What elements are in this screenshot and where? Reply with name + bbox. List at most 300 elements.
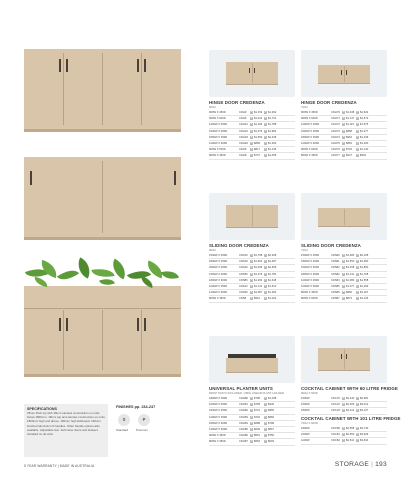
standard-price-cell [250, 403, 264, 406]
standard-price: $868 [346, 129, 352, 133]
size-cell: 1500W X 450D [209, 254, 228, 258]
premium-badge-icon: P [356, 123, 359, 126]
premium-price-cell [264, 291, 276, 294]
standard-badge-icon: S [342, 291, 345, 294]
size-cell: 1800W X 600D [209, 278, 228, 282]
premium-price-cell [264, 279, 276, 282]
standard-badge-icon: S [250, 440, 253, 443]
standard-price: $1,550 [346, 260, 355, 264]
code-cell: CDH71 [331, 117, 340, 121]
specifications-heading: SPECIFICATIONS [27, 407, 57, 411]
standard-badge-icon: S [342, 284, 345, 287]
premium-price: $1,984 [268, 129, 277, 133]
size-cell: 900W X 600D [301, 117, 318, 121]
premium-price: $3,012 [360, 403, 369, 407]
size-cell: 1200W X 600D [209, 142, 228, 146]
premium-badge-icon: P [264, 148, 267, 151]
hinge-900h-price-table [209, 110, 295, 160]
size-cell: 800W X 450D [209, 440, 226, 444]
standard-price: $2,562 [346, 433, 355, 437]
premium-price-cell [264, 136, 276, 139]
standard-price: $1,077 [346, 285, 355, 289]
premium-badge-icon: P [356, 148, 359, 151]
premium-price-cell [356, 117, 368, 120]
code-cell: CDS83 [331, 272, 340, 276]
size-cell: 900W X 450D [301, 111, 318, 115]
cocktail-101-price-table [301, 426, 387, 445]
standard-badge-icon: S [342, 148, 345, 151]
standard-price-cell [250, 397, 264, 400]
standard-price: $1,480 [346, 254, 355, 258]
footer-warranty: 5 YEAR WARRANTY | MADE IN AUSTRALIA [24, 464, 95, 468]
premium-badge-icon: P [264, 284, 267, 287]
code-cell: CDH86 [239, 434, 248, 438]
premium-price-cell [356, 123, 368, 126]
premium-price-cell [356, 279, 368, 282]
standard-price-cell [250, 154, 264, 157]
premium-badge-icon: P [356, 433, 359, 436]
premium-badge-icon: P [264, 266, 267, 269]
standard-finish-label: Standard [116, 428, 129, 432]
premium-price: $2,435 [268, 135, 277, 139]
premium-price: $1,788 [268, 123, 277, 127]
standard-price-cell [342, 123, 356, 126]
hinge-credenza-photo [24, 49, 181, 132]
code-cell: CDS86 [239, 278, 248, 282]
size-cell: 1200W X 600D [301, 142, 320, 146]
specifications-text: 25mm thick top with 18mm carcass construction on units below 1800mm. 18mm top and carcass construction on units 1800mm high and above. 160mm high kickboard. 160mm brushed aluminium D handles. Other handle options also available. Adjustable feet. Soft close doors and drawers standard on all units. [27, 411, 105, 437]
cocktail-101-title: COCKTAIL CABINET WITH 101 LITRE FRIDGE [301, 416, 401, 421]
standard-price: $649 [254, 428, 260, 432]
code-cell: CDS84 [331, 278, 340, 282]
standard-badge-icon: S [250, 129, 253, 132]
code-cell: CDH76 [331, 148, 340, 152]
standard-badge-icon: S [250, 272, 253, 275]
standard-badge-icon: S [250, 148, 253, 151]
sliding-credenza-photo [24, 157, 181, 240]
standard-price-cell [250, 434, 264, 437]
standard-badge-icon: S [342, 123, 345, 126]
code-cell: CDH73 [331, 129, 340, 133]
premium-price: $1,558 [360, 278, 369, 282]
standard-badge-icon: S [250, 284, 253, 287]
standard-price-cell [342, 397, 356, 400]
standard-badge-icon: S [342, 253, 345, 256]
table-row [209, 439, 295, 445]
standard-price: $1,131 [346, 272, 355, 276]
standard-badge-icon: S [342, 403, 345, 406]
standard-price: $2,541 [346, 439, 355, 443]
standard-badge-icon: S [342, 297, 345, 300]
size-cell: 800W X 450D [301, 154, 318, 158]
standard-price-cell [250, 254, 264, 257]
code-cell: CDS12 [239, 285, 248, 289]
premium-price-cell [264, 266, 276, 269]
premium-price: $1,960 [360, 260, 369, 264]
standard-price: $2,568 [346, 427, 355, 431]
premium-price-cell [264, 428, 276, 431]
size-cell: 1800W X 450D [209, 260, 228, 264]
standard-badge-icon: S [342, 117, 345, 120]
standard-price: $2,414 [346, 409, 355, 413]
standard-price-cell [250, 416, 264, 419]
standard-price: $874 [346, 297, 352, 301]
cocktail-101-subtitle: 720H X 600D [301, 421, 318, 425]
size-cell: 1500W X 450D [209, 409, 228, 413]
cocktail-60-subtitle: 900H X 600D [301, 391, 318, 395]
premium-price-cell [356, 433, 368, 436]
code-cell: CDH26 [239, 142, 248, 146]
premium-badge-icon: P [264, 272, 267, 275]
standard-badge-icon: S [342, 154, 345, 157]
standard-price-cell [342, 266, 356, 269]
code-cell: CDH82 [239, 409, 248, 413]
standard-price-cell [342, 260, 356, 263]
code-cell: CDH87 [239, 440, 248, 444]
code-cell: CDS56 [239, 272, 248, 276]
premium-price: $603 [268, 440, 274, 444]
standard-price-cell [342, 403, 356, 406]
premium-price: $1,135 [268, 148, 277, 152]
premium-badge-icon: P [264, 260, 267, 263]
standard-price: $2,306 [346, 403, 355, 407]
code-cell: CDH9 [239, 111, 247, 115]
standard-badge-icon: S [342, 439, 345, 442]
premium-price: $1,701 [268, 117, 277, 121]
standard-price: $964 [346, 135, 352, 139]
size-cell: 1800W X 450D [209, 397, 228, 401]
premium-price: $3,929 [360, 433, 369, 437]
premium-price: $1,038 [268, 397, 277, 401]
footer-page-number: 193 [375, 461, 387, 468]
footer-section: STORAGE [334, 461, 370, 468]
size-cell: 1500W [301, 433, 310, 437]
hinge-900h-subtitle: 900H [209, 105, 216, 109]
premium-price-cell [356, 136, 368, 139]
standard-price: $702 [254, 415, 260, 419]
standard-badge-icon: S [342, 278, 345, 281]
standard-price-cell [342, 285, 356, 288]
standard-price: $1,552 [254, 135, 263, 139]
standard-price-cell [342, 433, 356, 436]
code-cell: CDH84 [239, 421, 248, 425]
code-cell: CDH18 [239, 135, 248, 139]
code-cell: CDH85 [239, 428, 248, 432]
hinge-900h-title: HINGE DOOR CREDENZA [209, 100, 265, 105]
standard-price-cell [250, 130, 264, 133]
size-cell: 900W X 600D [301, 148, 318, 152]
code-cell: CDH12 [239, 123, 248, 127]
standard-badge-icon: S [250, 434, 253, 437]
size-cell: 1800W X 450D [301, 135, 320, 139]
premium-price-cell [356, 130, 368, 133]
code-cell: CDC81 [331, 433, 340, 437]
premium-price: $1,126 [360, 297, 369, 301]
standard-price: $647 [346, 154, 352, 158]
premium-badge-icon: P [356, 409, 359, 412]
code-cell: CDC82 [331, 439, 340, 443]
standard-price-cell [250, 111, 264, 114]
standard-price-cell [250, 266, 264, 269]
standard-badge-icon: S [342, 272, 345, 275]
sliding-720h-subtitle: 720H [301, 248, 308, 252]
premium-price: $867 [268, 428, 274, 432]
specifications-box [24, 404, 108, 457]
planter-subtitle: DROP TRAYS INCLUDED / 280H LINEAR PLANT HOLDER [209, 391, 285, 395]
standard-badge-icon: S [250, 415, 253, 418]
size-cell: 800W X 600D [301, 297, 318, 301]
premium-badge-icon: P [356, 135, 359, 138]
standard-badge-icon: S [342, 110, 345, 113]
standard-price: $1,936 [254, 266, 263, 270]
premium-price-cell [356, 297, 368, 300]
premium-price-cell [356, 111, 368, 114]
premium-price-cell [264, 416, 276, 419]
premium-badge-icon: P [264, 123, 267, 126]
hinge-900h-thumbnail [209, 50, 295, 97]
standard-price: $1,284 [254, 278, 263, 282]
planter-unit-photo [24, 286, 181, 377]
size-cell: 1800W X 450D [301, 260, 320, 264]
premium-price-cell [264, 409, 276, 412]
standard-badge-icon: S [250, 427, 253, 430]
standard-price: $866 [346, 291, 352, 295]
code-cell: CDC80 [331, 427, 340, 431]
premium-price-cell [264, 111, 276, 114]
cocktail-60-title: COCKTAIL CABINET WITH 60 LITRE FRIDGE [301, 386, 398, 391]
table-row [301, 296, 387, 302]
standard-badge-icon: S [250, 278, 253, 281]
standard-price: $1,087 [254, 291, 263, 295]
standard-badge-icon: S [250, 297, 253, 300]
premium-price-cell [356, 260, 368, 263]
size-cell: 900W X 450D [209, 111, 226, 115]
premium-price: $1,512 [268, 285, 277, 289]
standard-price: $1,902 [254, 260, 263, 264]
planter-price-table [209, 396, 295, 446]
sliding-720h-thumbnail [301, 193, 387, 240]
size-cell: 1800W X 600D [301, 272, 320, 276]
premium-price: $946 [268, 403, 274, 407]
standard-badge-icon: S [342, 260, 345, 263]
premium-badge-icon: P [264, 396, 267, 399]
size-cell: 800W X 450D [209, 154, 226, 158]
premium-badge-icon: P [264, 141, 267, 144]
hinge-720h-price-table [301, 110, 387, 160]
premium-badge-icon: P [356, 117, 359, 120]
code-cell: CDH74 [331, 135, 340, 139]
sliding-720h-title: SLIDING DOOR CREDENZA [301, 243, 361, 248]
code-cell: CDH15 [239, 129, 248, 133]
premium-badge-icon: P [356, 260, 359, 263]
code-cell: CDH6 [239, 117, 247, 121]
premium-price-cell [264, 123, 276, 126]
size-cell: 900W X 500D [209, 148, 226, 152]
size-cell: 1200W X 450D [301, 278, 320, 282]
size-cell: 1200W X 450D [209, 415, 228, 419]
table-row [301, 153, 387, 159]
sliding-720h-price-table [301, 253, 387, 303]
hinge-720h-title: HINGE DOOR CREDENZA [301, 100, 357, 105]
code-cell: CDS8 [239, 297, 247, 301]
premium-price-cell [264, 154, 276, 157]
premium-price: $860 [268, 415, 274, 419]
premium-badge-icon: P [264, 117, 267, 120]
premium-badge-icon: P [356, 154, 359, 157]
standard-price-cell [342, 136, 356, 139]
size-cell: 1500W X 450D [301, 129, 320, 133]
standard-price-cell [342, 427, 356, 430]
premium-finish-icon: P [138, 414, 150, 426]
standard-badge-icon: S [342, 141, 345, 144]
standard-badge-icon: S [250, 396, 253, 399]
sliding-900h-thumbnail [209, 193, 295, 240]
standard-price-cell [250, 260, 264, 263]
standard-price: $1,147 [346, 117, 355, 121]
premium-price: $3,604 [360, 439, 369, 443]
premium-price: $2,981 [360, 397, 369, 401]
finishes-heading: FINISHES pp. 234-237 [116, 405, 156, 409]
premium-price-cell [264, 403, 276, 406]
standard-price-cell [342, 254, 356, 257]
size-cell: 1500W [301, 397, 310, 401]
standard-price-cell [250, 409, 264, 412]
premium-price-cell [356, 142, 368, 145]
standard-price-cell [342, 130, 356, 133]
premium-price: $2,487 [268, 260, 277, 264]
premium-price: $1,575 [360, 123, 369, 127]
standard-badge-icon: S [250, 266, 253, 269]
premium-price: $1,115 [360, 291, 369, 295]
premium-badge-icon: P [356, 253, 359, 256]
hinge-720h-thumbnail [301, 50, 387, 97]
size-cell: 1500W [301, 403, 310, 407]
premium-badge-icon: P [356, 141, 359, 144]
table-row [209, 153, 295, 159]
standard-price-cell [342, 142, 356, 145]
premium-price-cell [356, 254, 368, 257]
premium-badge-icon: P [264, 440, 267, 443]
premium-price: $1,390 [268, 142, 277, 146]
standard-badge-icon: S [250, 135, 253, 138]
premium-price-cell [264, 273, 276, 276]
premium-finish-label: Premium [136, 428, 149, 432]
standard-badge-icon: S [342, 396, 345, 399]
code-cell: CDH72 [331, 123, 340, 127]
premium-price: $1,130 [360, 148, 369, 152]
table-row [209, 296, 295, 302]
premium-price: $932 [360, 154, 366, 158]
size-cell: 1800W X 450D [209, 135, 228, 139]
standard-price: $1,141 [254, 285, 263, 289]
standard-badge-icon: S [250, 110, 253, 113]
standard-price-cell [250, 273, 264, 276]
size-cell: 1800W [301, 409, 310, 413]
premium-price-cell [264, 297, 276, 300]
code-cell: CDS81 [331, 260, 340, 264]
premium-badge-icon: P [356, 110, 359, 113]
standard-badge-icon: S [250, 260, 253, 263]
standard-badge-icon: S [342, 129, 345, 132]
cocktail-thumbnail [301, 336, 387, 383]
premium-badge-icon: P [356, 278, 359, 281]
standard-price: $554 [254, 440, 260, 444]
premium-badge-icon: P [264, 415, 267, 418]
code-cell: CDS85 [331, 285, 340, 289]
size-cell: 1500W X 600D [209, 272, 228, 276]
standard-badge-icon: S [342, 266, 345, 269]
size-cell: 1200W X 450D [301, 123, 320, 127]
code-cell: CDH77 [331, 154, 340, 158]
standard-badge-icon: S [250, 154, 253, 157]
standard-badge-icon: S [250, 291, 253, 294]
premium-price: $1,346 [360, 135, 369, 139]
standard-price-cell [250, 285, 264, 288]
standard-price: $1,376 [254, 272, 263, 276]
premium-price-cell [264, 260, 276, 263]
size-cell: 800W X 450D [301, 291, 318, 295]
premium-badge-icon: P [356, 297, 359, 300]
premium-price: $1,364 [268, 291, 277, 295]
premium-badge-icon: P [356, 266, 359, 269]
standard-price: $1,048 [346, 111, 355, 115]
standard-price-cell [250, 428, 264, 431]
size-cell: 900W X 600D [209, 117, 226, 121]
premium-price-cell [264, 434, 276, 437]
premium-price-cell [264, 440, 276, 443]
table-row [301, 408, 387, 414]
premium-price: $1,277 [360, 129, 369, 133]
standard-badge-icon: S [250, 421, 253, 424]
standard-badge-icon: S [342, 135, 345, 138]
planter-title: UNIVERSAL PLANTER UNITS [209, 386, 273, 391]
premium-badge-icon: P [264, 291, 267, 294]
premium-badge-icon: P [264, 253, 267, 256]
premium-price: $3,740 [360, 427, 369, 431]
standard-badge-icon: S [250, 123, 253, 126]
cocktail-60-price-table [301, 396, 387, 415]
premium-price-cell [264, 422, 276, 425]
premium-price-cell [264, 148, 276, 151]
premium-badge-icon: P [264, 135, 267, 138]
premium-price-cell [356, 266, 368, 269]
premium-price-cell [264, 397, 276, 400]
size-cell: 1200W X 600D [209, 291, 228, 295]
standard-price-cell [250, 142, 264, 145]
standard-price-cell [250, 123, 264, 126]
premium-badge-icon: P [264, 427, 267, 430]
premium-price: $1,603 [360, 111, 369, 115]
size-cell: 1200W X 600D [301, 285, 320, 289]
standard-price-cell [250, 136, 264, 139]
premium-price: $1,784 [268, 272, 277, 276]
standard-badge-icon: S [250, 253, 253, 256]
premium-price: $2,696 [268, 266, 277, 270]
size-cell: 1600W X 450D [209, 403, 228, 407]
premium-badge-icon: P [264, 403, 267, 406]
standard-price: $817 [254, 148, 260, 152]
premium-price: $1,572 [360, 117, 369, 121]
premium-price: $750 [268, 434, 274, 438]
premium-price-cell [356, 291, 368, 294]
premium-price: $1,362 [268, 111, 277, 115]
code-cell: CDH81 [239, 403, 248, 407]
size-cell: 1800W [301, 427, 310, 431]
standard-price: $1,168 [346, 266, 355, 270]
premium-price: $1,648 [268, 278, 277, 282]
size-cell: 1200W X 450D [209, 285, 228, 289]
premium-price: $798 [268, 421, 274, 425]
